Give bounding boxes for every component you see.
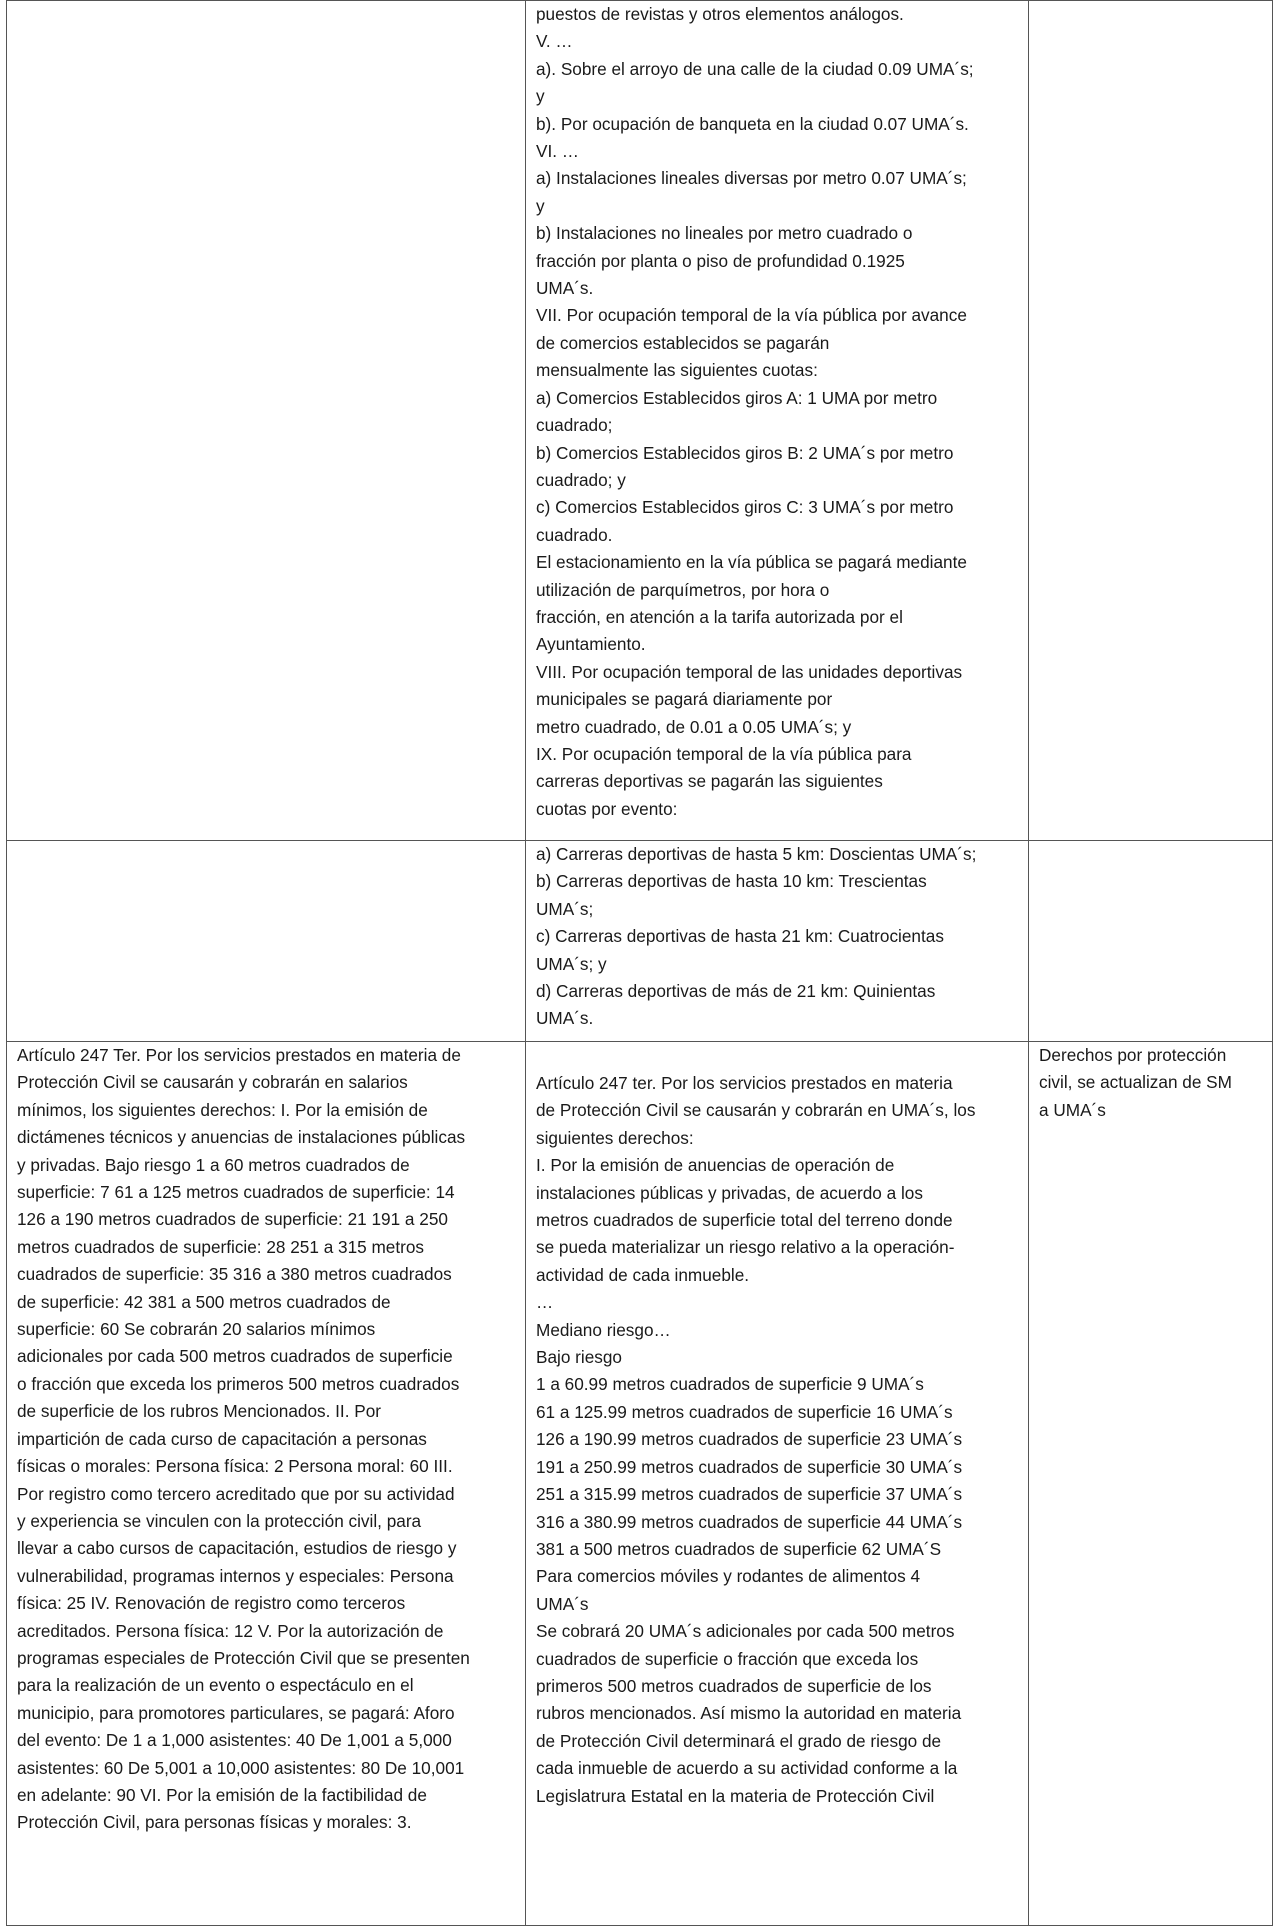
text-line: Por registro como tercero acreditado que por su actividad [17, 1483, 455, 1504]
text-line: de Protección Civil determinará el grado de riesgo de [536, 1730, 942, 1751]
text-line: Protección Civil se causarán y cobrarán en salarios [17, 1072, 408, 1093]
text-line: a). Sobre el arroyo de una calle de la ciudad 0.09 UMA´s; [536, 58, 974, 79]
text-line: adicionales por cada 500 metros cuadrados de superficie [17, 1346, 453, 1367]
text-line: superficie: 7 61 a 125 metros cuadrados de superficie: 14 [17, 1182, 455, 1203]
text-line: VIII. Por ocupación temporal de las unidades deportivas [536, 661, 963, 682]
text-line: siguientes derechos: [536, 1127, 694, 1148]
text-line: c) Comercios Establecidos giros C: 3 UMA´s por metro [536, 497, 954, 518]
text-line: b). Por ocupación de banqueta en la ciudad 0.07 UMA´s. [536, 113, 969, 134]
text-line: d) Carreras deportivas de más de 21 km: Quinientas [536, 981, 936, 1002]
text-line: llevar a cabo cursos de capacitación, estudios de riesgo y [17, 1538, 457, 1559]
text-line: UMA´s; y [536, 953, 607, 974]
comment-cell [1029, 1042, 1273, 1926]
text-line: o fracción que exceda los primeros 500 metros cuadrados [17, 1373, 460, 1394]
text-line: a) Instalaciones lineales diversas por metro 0.07 UMA´s; [536, 168, 967, 189]
text-line: se pueda materializar un riesgo relativo a la operación- [536, 1237, 955, 1258]
text-line: 381 a 500 metros cuadrados de superficie 62 UMA´S [536, 1538, 942, 1559]
text-line: del evento: De 1 a 1,000 asistentes: 40 De 1,001 a 5,000 [17, 1730, 452, 1751]
text-line: rubros mencionados. Así mismo la autoridad en materia [536, 1703, 962, 1724]
text-line: 1 a 60.99 metros cuadrados de superficie 9 UMA´s [536, 1374, 924, 1395]
current-text-cell [7, 841, 526, 1042]
text-line: cada inmueble de acuerdo a su actividad conforme a la [536, 1758, 958, 1779]
text-line: superficie: 60 Se cobrarán 20 salarios mínimos [17, 1319, 376, 1340]
text-line: 61 a 125.99 metros cuadrados de superficie 16 UMA´s [536, 1401, 953, 1422]
text-line: cuadrado. [536, 524, 613, 545]
text-line: … [536, 1292, 554, 1313]
text-line: fracción por planta o piso de profundidad 0.1925 [536, 250, 905, 271]
text-line: Derechos por protección [1039, 1045, 1227, 1065]
text-line: 191 a 250.99 metros cuadrados de superficie 30 UMA´s [536, 1456, 963, 1477]
text-line: 126 a 190 metros cuadrados de superficie: 21 191 a 250 [17, 1209, 448, 1230]
text-line: b) Carreras deportivas de hasta 10 km: Trescientas [536, 871, 927, 892]
text-line: asistentes: 60 De 5,001 a 10,000 asistentes: 80 De 10,001 [17, 1757, 465, 1778]
text-line: impartición de cada curso de capacitación a personas [17, 1428, 427, 1449]
text-line: UMA´s. [536, 1008, 594, 1029]
text-line: V. … [536, 31, 573, 52]
proposed-text-cell [526, 1042, 1029, 1926]
text-line: de comercios establecidos se pagarán [536, 332, 830, 353]
text-line: mínimos, los siguientes derechos: I. Por la emisión de [17, 1099, 428, 1120]
text-line: fracción, en atención a la tarifa autorizada por el [536, 606, 903, 627]
text-line: Para comercios móviles y rodantes de alimentos 4 [536, 1566, 921, 1587]
text-line: programas especiales de Protección Civil que se presenten [17, 1647, 470, 1668]
text-line: 126 a 190.99 metros cuadrados de superficie 23 UMA´s [536, 1429, 963, 1450]
text-line: Artículo 247 ter. Por los servicios prestados en materia [536, 1073, 953, 1093]
text-line: Protección Civil, para personas físicas y morales: 3. [17, 1812, 412, 1833]
text-line: VII. Por ocupación temporal de la vía pública por avance [536, 305, 967, 326]
text-line: a) Carreras deportivas de hasta 5 km: Doscientas UMA´s; [536, 844, 977, 864]
comment-cell [1029, 841, 1273, 1042]
text-line: Artículo 247 Ter. Por los servicios prestados en materia de [17, 1045, 461, 1065]
comment-cell [1029, 1, 1273, 841]
text-line: metros cuadrados de superficie: 28 251 a 315 metros [17, 1236, 425, 1257]
text-line: utilización de parquímetros, por hora o [536, 579, 830, 600]
text-line: VI. … [536, 141, 579, 162]
text-line: El estacionamiento en la vía pública se pagará mediante [536, 552, 967, 573]
text-line: de Protección Civil se causarán y cobrarán en UMA´s, los [536, 1100, 976, 1121]
text-line: y [536, 86, 545, 107]
text-line: mensualmente las siguientes cuotas: [536, 360, 818, 381]
text-line: de superficie: 42 381 a 500 metros cuadrados de [17, 1291, 391, 1312]
proposed-text-cell [526, 1, 1029, 841]
proposed-text-cell [526, 841, 1029, 1042]
text-line: metros cuadrados de superficie total del terreno donde [536, 1210, 953, 1231]
text-line: 251 a 315.99 metros cuadrados de superficie 37 UMA´s [536, 1484, 963, 1505]
text-line: a) Comercios Establecidos giros A: 1 UMA por metro [536, 387, 938, 408]
text-line: UMA´s; [536, 898, 594, 919]
text-line: primeros 500 metros cuadrados de superficie de los [536, 1675, 932, 1696]
text-line: municipio, para promotores particulares, se pagará: Aforo [17, 1702, 455, 1723]
text-line: cuadrado; [536, 415, 613, 436]
text-line: acreditados. Persona física: 12 V. Por la autorización de [17, 1620, 444, 1641]
text-line: y privadas. Bajo riesgo 1 a 60 metros cuadrados de [17, 1154, 410, 1175]
text-line: Mediano riesgo… [536, 1319, 671, 1340]
text-line: cuadrado; y [536, 469, 626, 490]
text-line: 316 a 380.99 metros cuadrados de superficie 44 UMA´s [536, 1511, 963, 1532]
text-line: I. Por la emisión de anuencias de operación de [536, 1155, 895, 1176]
text-line: físicas o morales: Persona física: 2 Persona moral: 60 III. [17, 1456, 453, 1477]
text-line: civil, se actualizan de SM [1039, 1072, 1232, 1093]
text-line: c) Carreras deportivas de hasta 21 km: Cuatrocientas [536, 926, 944, 947]
text-line: metro cuadrado, de 0.01 a 0.05 UMA´s; y [536, 716, 852, 737]
comparison-table [6, 0, 1273, 1926]
table-row [7, 1042, 1273, 1926]
text-line: municipales se pagará diariamente por [536, 689, 833, 710]
text-line: y [536, 195, 545, 216]
current-text-cell [7, 1, 526, 841]
text-line: física: 25 IV. Renovación de registro como terceros [17, 1593, 406, 1614]
text-line: UMA´s [536, 1593, 589, 1614]
text-line: b) Comercios Establecidos giros B: 2 UMA´s por metro [536, 442, 954, 463]
text-line: carreras deportivas se pagarán las siguientes [536, 771, 883, 792]
text-line: cuadrados de superficie o fracción que exceda los [536, 1648, 919, 1669]
text-line: Bajo riesgo [536, 1347, 622, 1368]
text-line: Legislatrura Estatal en la materia de Protección Civil [536, 1785, 935, 1806]
text-line: vulnerabilidad, programas internos y especiales: Persona [17, 1565, 454, 1586]
text-line: para la realización de un evento o espectáculo en el [17, 1675, 414, 1696]
text-line: Se cobrará 20 UMA´s adicionales por cada 500 metros [536, 1621, 955, 1642]
text-line: instalaciones públicas y privadas, de acuerdo a los [536, 1182, 923, 1203]
text-line: actividad de cada inmueble. [536, 1264, 750, 1285]
table-row [7, 841, 1273, 1042]
text-line: cuadrados de superficie: 35 316 a 380 metros cuadrados [17, 1264, 452, 1285]
text-line: UMA´s. [536, 278, 594, 299]
text-line: Ayuntamiento. [536, 634, 646, 655]
table-row [7, 1, 1273, 841]
text-line: IX. Por ocupación temporal de la vía pública para [536, 743, 912, 764]
text-line: b) Instalaciones no lineales por metro cuadrado o [536, 223, 913, 244]
text-line: en adelante: 90 VI. Por la emisión de la factibilidad de [17, 1784, 427, 1805]
text-line: cuotas por evento: [536, 798, 678, 819]
text-line: y experiencia se vinculen con la protección civil, para [17, 1510, 422, 1531]
text-line: de superficie de los rubros Mencionados. II. Por [17, 1401, 381, 1422]
text-line: a UMA´s [1039, 1099, 1106, 1120]
text-line: puestos de revistas y otros elementos análogos. [536, 4, 904, 24]
current-text-cell [7, 1042, 526, 1926]
text-line: dictámenes técnicos y anuencias de instalaciones públicas [17, 1127, 466, 1148]
